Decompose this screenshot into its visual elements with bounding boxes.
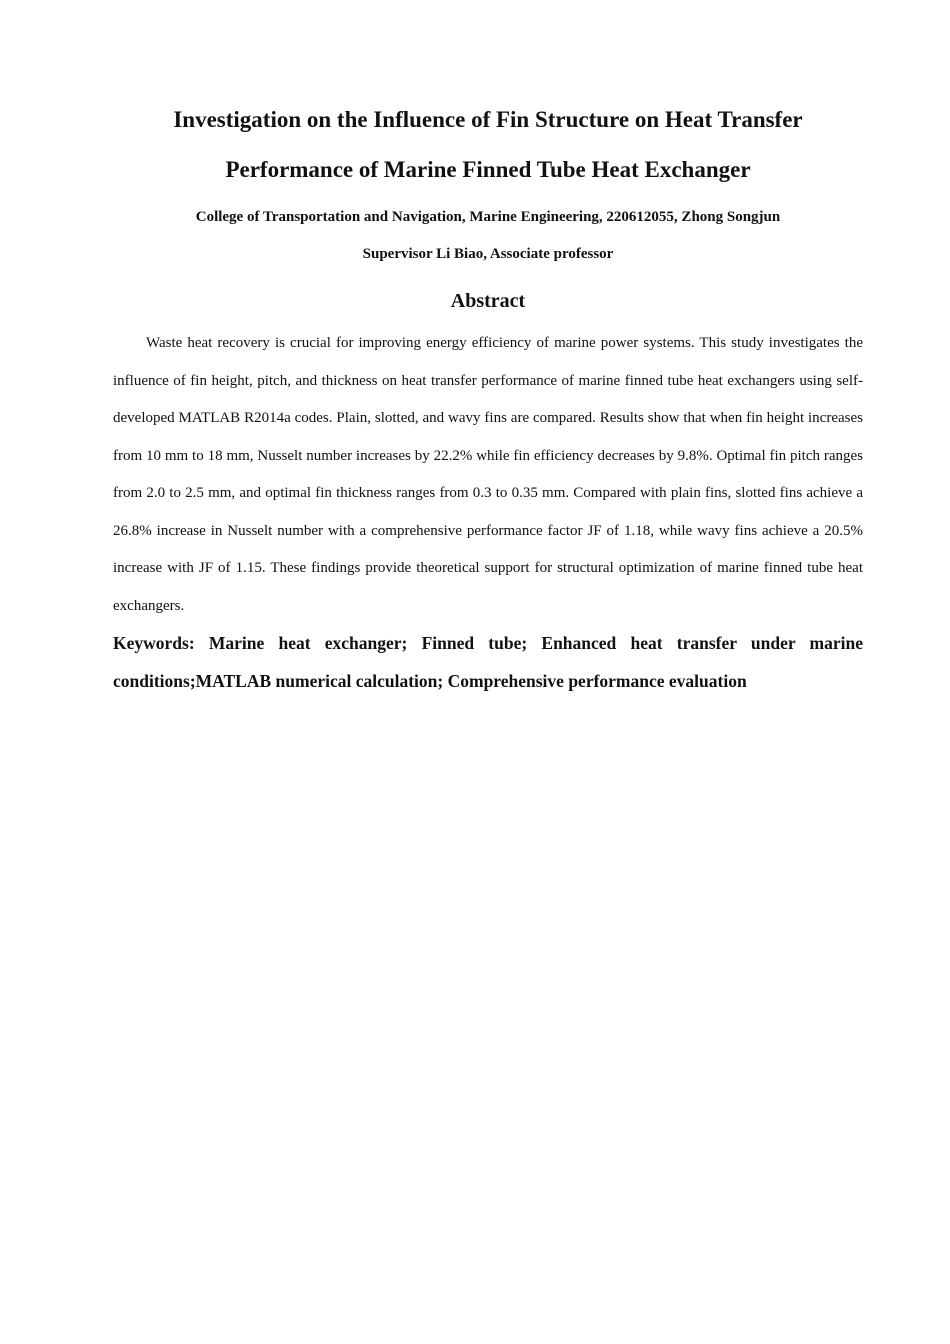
paper-page [113,95,863,700]
supervisor-line: Supervisor Li Biao, Associate professor [362,246,614,262]
abstract-text: Waste heat recovery is crucial for improving energy efficiency of marine power systems. This study investigates the influence of fin height, pitch, and thickness on heat transfer performance of marine finned tube heat exchangers using self-developed MATLAB R2014a codes. Plain, slotted, and wavy fins are compared. Results show that when fin height increases from 10 mm to 18 mm, Nusselt number increases by 22.2% while fin efficiency decreases by 9.8%. Optimal fin pitch ranges from 2.0 to 2.5 mm, and optimal fin thickness ranges from 0.3 to 0.35 mm. Compared with plain fins, slotted fins achieve a 26.8% increase in Nusselt number with a comprehensive performance factor JF of 1.18, while wavy fins achieve a 20.5% increase with JF of 1.15. These findings provide theoretical support for structural optimization of marine finned tube heat exchangers. [113,335,863,614]
author-affiliation: College of Transportation and Navigation, Marine Engineering, 220612055, Zhong Songjun [195,209,781,225]
keywords: Keywords: Marine heat exchanger; Finned tube; Enhanced heat transfer under marine conditions;MATLAB numerical calculation; Comprehensive performance evaluation [113,633,863,691]
paper-title-line-1: Investigation on the Influence of Fin Structure on Heat Transfer [173,107,803,132]
paper-title-line-2: Performance of Marine Finned Tube Heat Exchanger [225,157,751,182]
abstract-heading: Abstract [450,290,526,312]
